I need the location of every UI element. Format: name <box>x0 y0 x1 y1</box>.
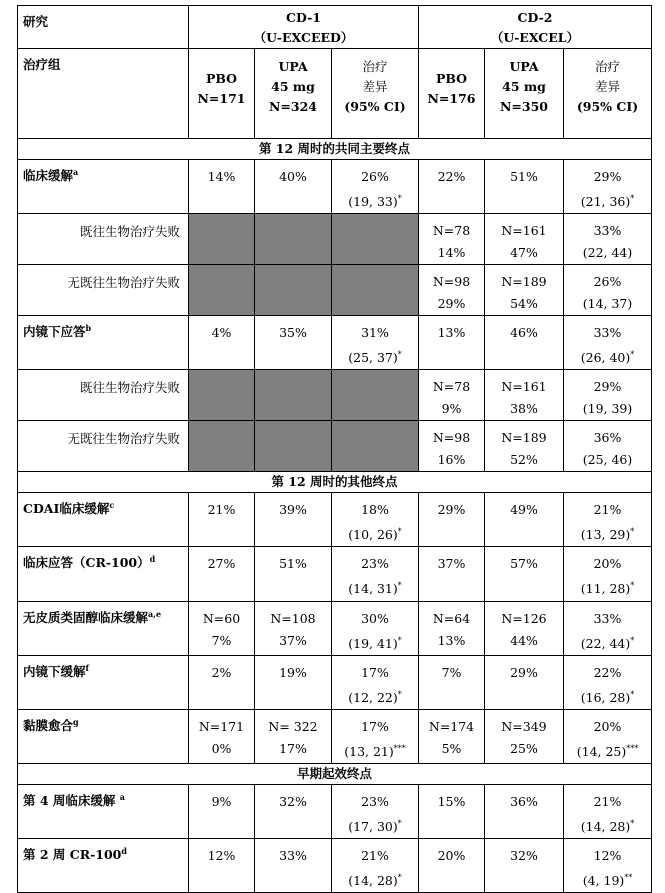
cd2-name: CD-2 <box>517 10 553 25</box>
header-row-study <box>18 6 652 49</box>
pct-value: 47% <box>510 245 538 261</box>
cell: 20% <box>419 839 485 893</box>
n-value: N=189 <box>501 274 547 290</box>
col-diff: 差异 <box>594 79 620 94</box>
diff-value: 31% <box>361 325 389 341</box>
diff-value: 30% <box>361 610 389 626</box>
ci-value: (25, 46) <box>582 452 633 468</box>
gray-cell <box>189 265 255 316</box>
significance-marker: * <box>397 689 402 699</box>
cell: 32% <box>485 839 564 893</box>
col-n: N=171 <box>197 91 246 106</box>
n-value: N=98 <box>432 430 471 446</box>
row-label: 无皮质类固醇临床缓解 <box>23 609 149 625</box>
gray-cell <box>189 214 255 265</box>
cell-diff <box>332 839 419 893</box>
significance-marker: * <box>397 194 402 203</box>
significance-marker: * <box>630 194 635 203</box>
n-value: N=161 <box>501 379 547 395</box>
section-title: 第 12 周时的其他终点 <box>18 472 652 493</box>
cell <box>485 709 564 763</box>
table-row <box>18 785 652 839</box>
footnote-marker: g <box>73 716 79 727</box>
cd2-trial: （U-EXCEL） <box>490 30 580 45</box>
row-label: 内镜下应答 <box>23 324 86 340</box>
cell <box>485 370 564 421</box>
gray-cell <box>332 370 419 421</box>
ci-value: (11, 28) <box>580 581 631 597</box>
n-value: N=161 <box>501 223 547 239</box>
table-row <box>18 316 652 370</box>
diff-value: 18% <box>361 502 389 518</box>
significance-marker: * <box>397 581 402 591</box>
cell: 29% <box>485 655 564 709</box>
col-ci: (95% CI) <box>344 99 406 114</box>
cell: 40% <box>255 160 332 214</box>
gray-cell <box>332 421 419 472</box>
cell <box>485 265 564 316</box>
cell: 36% <box>485 785 564 839</box>
pct-value: 25% <box>510 740 538 756</box>
section-title: 第 12 周时的共同主要终点 <box>18 139 652 160</box>
row-label: 黏膜愈合 <box>23 717 74 733</box>
n-value: N= 322 <box>268 718 318 734</box>
col-n: N=176 <box>427 91 476 106</box>
n-value: N=174 <box>428 718 475 734</box>
pct-value: 52% <box>510 452 538 468</box>
cell: 2% <box>189 655 255 709</box>
table-row <box>18 709 652 763</box>
ci-value: (14, 37) <box>582 296 633 312</box>
cell-diff <box>564 421 652 472</box>
pct-value: 37% <box>279 632 307 648</box>
cell: 51% <box>255 547 332 601</box>
diff-value: 21% <box>361 848 389 864</box>
pct-value: 54% <box>510 296 538 312</box>
cell-diff <box>564 655 652 709</box>
row-label: 第 4 周临床缓解 <box>23 793 120 809</box>
cell-diff <box>564 709 652 763</box>
footnote-marker: f <box>85 662 89 673</box>
col-dose: 45 mg <box>502 79 546 94</box>
gray-cell <box>332 214 419 265</box>
results-table <box>17 5 652 893</box>
cell: 22% <box>419 160 485 214</box>
diff-value: 12% <box>593 848 622 864</box>
cell: 33% <box>255 839 332 893</box>
cd1-header <box>189 6 419 49</box>
pct-value: 17% <box>279 740 307 756</box>
n-value: N=78 <box>432 223 471 239</box>
pct-value: 9% <box>441 401 462 417</box>
pct-value: 16% <box>437 452 466 468</box>
cd2-diff-header <box>564 49 652 139</box>
cd1-pbo-header <box>189 49 255 139</box>
cd2-upa-header <box>485 49 564 139</box>
ci-value: (10, 26) <box>348 527 398 543</box>
table-row <box>18 839 652 893</box>
diff-value: 29% <box>593 169 622 184</box>
cell <box>419 601 485 655</box>
section-row <box>18 764 652 785</box>
table-row <box>18 655 652 709</box>
cell: 7% <box>419 655 485 709</box>
ci-value: (19, 33) <box>348 194 398 210</box>
significance-marker: * <box>397 635 402 645</box>
table-row <box>18 214 652 265</box>
table-row <box>18 160 652 214</box>
cell <box>485 421 564 472</box>
n-value: N=171 <box>198 718 245 734</box>
diff-value: 23% <box>361 794 389 810</box>
group-label: 治疗组 <box>18 49 189 139</box>
significance-marker: * <box>630 635 635 645</box>
pct-value: 38% <box>510 401 538 417</box>
diff-value: 20% <box>593 556 622 572</box>
footnote-marker: b <box>85 323 92 333</box>
diff-value: 26% <box>593 274 622 290</box>
diff-value: 33% <box>593 223 622 239</box>
table-row <box>18 265 652 316</box>
cell <box>189 709 255 763</box>
cell: 35% <box>255 316 332 370</box>
cell <box>419 421 485 472</box>
cell: 4% <box>189 316 255 370</box>
gray-cell <box>255 370 332 421</box>
cell <box>485 214 564 265</box>
pct-value: 13% <box>437 632 466 648</box>
pct-value: 0% <box>211 740 232 756</box>
cell-diff <box>332 547 419 601</box>
row-label: 临床缓解 <box>23 168 74 183</box>
section-title: 早期起效终点 <box>18 764 652 785</box>
col-dose: 45 mg <box>271 79 315 94</box>
cell: 12% <box>189 839 255 893</box>
table-row <box>18 370 652 421</box>
n-value: N=78 <box>432 379 471 395</box>
gray-cell <box>189 421 255 472</box>
cell-diff <box>332 785 419 839</box>
cell: 27% <box>189 547 255 601</box>
significance-marker: * <box>630 581 635 591</box>
cd1-diff-header <box>332 49 419 139</box>
ci-value: (13, 21) <box>344 744 394 760</box>
diff-value: 26% <box>361 169 389 184</box>
cell: 57% <box>485 547 564 601</box>
significance-marker: * <box>397 873 402 883</box>
n-value: N=349 <box>501 718 547 734</box>
diff-value: 17% <box>361 664 389 680</box>
n-value: N=98 <box>432 274 471 290</box>
col-upa: UPA <box>509 59 539 74</box>
footnote-marker: a,e <box>148 608 162 619</box>
cell-diff <box>564 601 652 655</box>
cell: 37% <box>419 547 485 601</box>
diff-value: 20% <box>593 718 622 734</box>
cell-diff <box>332 601 419 655</box>
cd2-header <box>419 6 652 49</box>
study-label: 研究 <box>18 6 189 49</box>
ci-value: (4, 19) <box>582 873 625 889</box>
ci-value: (22, 44) <box>580 635 631 651</box>
cell-diff <box>564 316 652 370</box>
cell-diff <box>564 785 652 839</box>
row-label: 无既往生物治疗失败 <box>18 265 189 316</box>
cell <box>189 601 255 655</box>
ci-value: (19, 41) <box>348 635 398 651</box>
cell: 15% <box>419 785 485 839</box>
ci-value: (14, 28) <box>348 873 398 889</box>
header-row-groups <box>18 49 652 139</box>
gray-cell <box>189 370 255 421</box>
cell-diff <box>564 214 652 265</box>
pct-value: 14% <box>437 245 466 261</box>
cell <box>255 709 332 763</box>
row-label: 临床应答（CR-100） <box>23 555 150 571</box>
col-n: N=350 <box>500 99 548 114</box>
row-label: 既往生物治疗失败 <box>18 214 189 265</box>
col-pbo: PBO <box>205 71 238 86</box>
row-label: 无既往生物治疗失败 <box>18 421 189 472</box>
cell: 9% <box>189 785 255 839</box>
cell-diff <box>564 265 652 316</box>
ci-value: (14, 28) <box>580 819 631 835</box>
col-pbo: PBO <box>435 71 468 86</box>
cell-diff <box>332 709 419 763</box>
diff-value: 22% <box>593 664 622 680</box>
cell: 39% <box>255 493 332 547</box>
table-row <box>18 547 652 601</box>
pct-value: 44% <box>510 632 538 648</box>
footnote-marker: a <box>73 166 79 177</box>
row-label: 既往生物治疗失败 <box>18 370 189 421</box>
row-label: 第 2 周 CR-100 <box>23 847 122 863</box>
table-row <box>18 421 652 472</box>
diff-value: 33% <box>593 610 622 626</box>
significance-marker: * <box>630 819 635 829</box>
col-diff: 治疗 <box>594 59 620 74</box>
col-n: N=324 <box>269 99 317 114</box>
table-row <box>18 493 652 547</box>
cell: 29% <box>419 493 485 547</box>
ci-value: (25, 37) <box>348 350 398 366</box>
diff-value: 33% <box>593 325 622 341</box>
cell <box>419 265 485 316</box>
col-diff: 差异 <box>362 79 388 94</box>
ci-value: (21, 36) <box>580 194 631 210</box>
cd1-upa-header <box>255 49 332 139</box>
cell-diff <box>564 160 652 214</box>
cd2-pbo-header <box>419 49 485 139</box>
diff-value: 17% <box>361 718 389 734</box>
row-label: 内镜下缓解 <box>23 663 86 679</box>
cell: 14% <box>189 160 255 214</box>
gray-cell <box>332 265 419 316</box>
cell <box>419 709 485 763</box>
significance-marker: * <box>397 819 402 829</box>
diff-value: 29% <box>593 379 622 395</box>
ci-value: (22, 44) <box>582 245 633 261</box>
pct-value: 29% <box>437 296 466 312</box>
n-value: N=108 <box>270 610 316 626</box>
pct-value: 5% <box>441 740 462 756</box>
cell <box>419 370 485 421</box>
ci-value: (13, 29) <box>580 527 631 543</box>
table-row <box>18 601 652 655</box>
ci-value: (17, 30) <box>348 819 398 835</box>
cell-diff <box>564 493 652 547</box>
footnote-marker: d <box>149 554 156 565</box>
section-row <box>18 139 652 160</box>
cd1-name: CD-1 <box>286 10 321 25</box>
cell <box>419 214 485 265</box>
gray-cell <box>255 214 332 265</box>
row-label: CDAI临床缓解 <box>23 501 110 517</box>
ci-value: (26, 40) <box>580 350 631 366</box>
significance-marker: * <box>630 350 635 360</box>
ci-value: (19, 39) <box>582 401 633 417</box>
n-value: N=126 <box>501 610 547 626</box>
significance-marker: * <box>630 689 635 699</box>
significance-marker: * <box>630 527 635 537</box>
significance-marker: * <box>397 350 402 360</box>
diff-value: 21% <box>593 794 622 810</box>
cell-diff <box>564 839 652 893</box>
cell: 51% <box>485 160 564 214</box>
significance-marker: *** <box>626 743 639 753</box>
cell: 13% <box>419 316 485 370</box>
n-value: N=64 <box>432 610 471 626</box>
cd1-trial: （U-EXCEED） <box>253 30 354 45</box>
ci-value: (16, 28) <box>580 689 631 705</box>
ci-value: (12, 22) <box>348 689 398 705</box>
cell: 19% <box>255 655 332 709</box>
cell-diff <box>332 493 419 547</box>
n-value: N=60 <box>202 610 241 626</box>
cell-diff <box>564 547 652 601</box>
diff-value: 21% <box>593 502 622 518</box>
gray-cell <box>255 265 332 316</box>
cell-diff <box>332 316 419 370</box>
diff-value: 36% <box>593 430 622 446</box>
footnote-marker: c <box>109 500 115 511</box>
n-value: N=189 <box>501 430 547 446</box>
pct-value: 7% <box>211 632 232 648</box>
diff-value: 23% <box>361 556 389 572</box>
cell: 46% <box>485 316 564 370</box>
cell: 49% <box>485 493 564 547</box>
col-ci: (95% CI) <box>576 99 639 114</box>
section-row <box>18 472 652 493</box>
col-upa: UPA <box>278 59 308 74</box>
gray-cell <box>255 421 332 472</box>
ci-value: (14, 25) <box>576 744 627 760</box>
significance-marker: *** <box>393 743 406 753</box>
ci-value: (14, 31) <box>348 581 398 597</box>
cell: 21% <box>189 493 255 547</box>
footnote-marker: d <box>121 846 127 857</box>
cell-diff <box>332 655 419 709</box>
cell <box>485 601 564 655</box>
cell <box>255 601 332 655</box>
footnote-marker: a <box>119 791 125 802</box>
cell: 32% <box>255 785 332 839</box>
cell-diff <box>332 160 419 214</box>
significance-marker: * <box>397 527 402 537</box>
cell-diff <box>564 370 652 421</box>
col-diff: 治疗 <box>362 59 388 74</box>
significance-marker: ** <box>624 873 633 883</box>
